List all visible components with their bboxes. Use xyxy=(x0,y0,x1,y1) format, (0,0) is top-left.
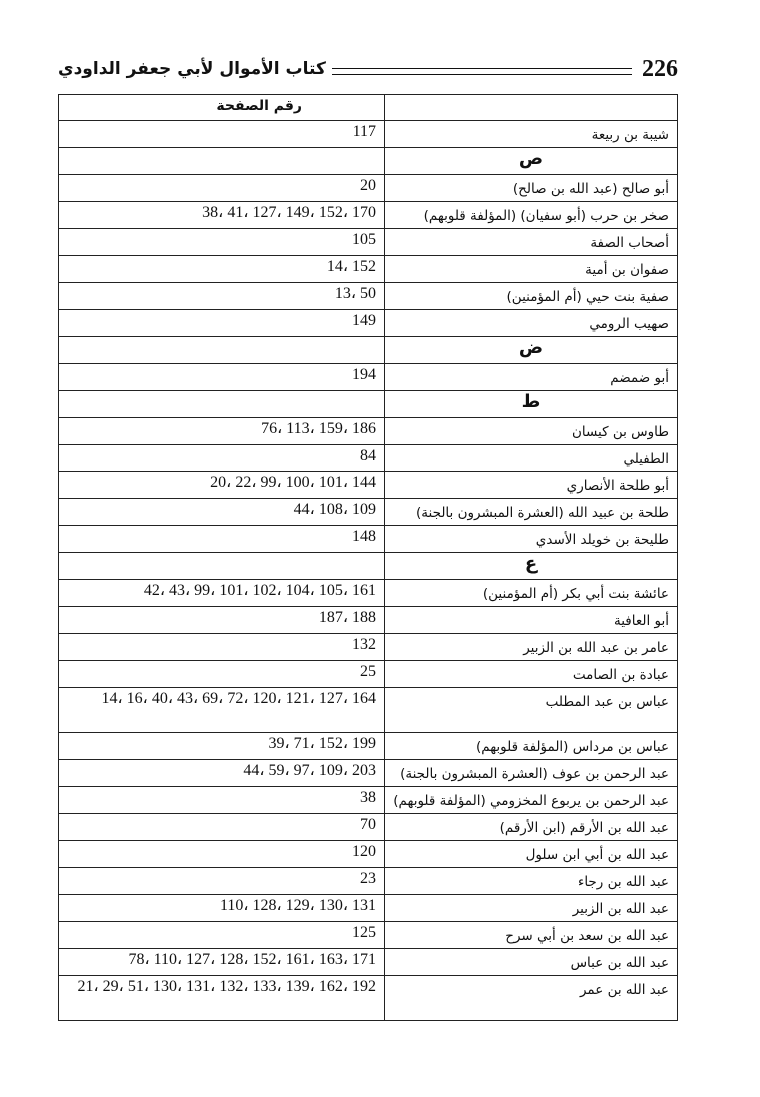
entry-name xyxy=(385,607,678,634)
entry-name xyxy=(385,175,678,202)
index-entry-row xyxy=(59,418,678,445)
letter-heading: ط xyxy=(385,391,678,418)
entry-pages: 78، 110، 127، 128، 152، 161، 163، 171 xyxy=(59,949,385,976)
entry-pages: 132 xyxy=(59,634,385,661)
letter-row xyxy=(59,148,678,175)
entry-name xyxy=(385,445,678,472)
entry-name-text: عبد الرحمن بن يربوع المخزومي (المؤلفة قلوبهم) xyxy=(393,793,669,809)
empty-page-cell xyxy=(59,148,385,175)
entry-name-text: طليحة بن خويلد الأسدي xyxy=(535,532,669,548)
entry-name xyxy=(385,499,678,526)
header-rule xyxy=(332,68,632,75)
entry-name xyxy=(385,526,678,553)
entry-pages: 14، 152 xyxy=(59,256,385,283)
entry-name-text: شيبة بن ربيعة xyxy=(591,127,669,143)
index-entry-row xyxy=(59,310,678,337)
page-header xyxy=(58,52,678,86)
entry-name-text: عبد الله بن الزبير xyxy=(572,901,669,917)
entry-name-text: عبد الله بن سعد بن أبي سرح xyxy=(505,928,669,944)
entry-name-text: طلحة بن عبيد الله (العشرة المبشرون بالجنة) xyxy=(416,505,669,521)
index-entry-row xyxy=(59,607,678,634)
letter-heading: ص xyxy=(385,148,678,175)
entry-pages: 194 xyxy=(59,364,385,391)
empty-page-cell xyxy=(59,553,385,580)
empty-page-cell xyxy=(59,337,385,364)
entry-name-text: عبد الله بن رجاء xyxy=(577,874,669,890)
entry-name-text: طاوس بن كيسان xyxy=(571,424,669,440)
entry-pages: 44، 59، 97، 109، 203 xyxy=(59,760,385,787)
entry-name xyxy=(385,121,678,148)
entry-name-text: عبد الله بن الأرقم (ابن الأرقم) xyxy=(499,820,669,836)
entry-pages: 187، 188 xyxy=(59,607,385,634)
entry-name-text: عبد الرحمن بن عوف (العشرة المبشرون بالجنة) xyxy=(400,766,669,782)
letter-heading: ع xyxy=(385,553,678,580)
entry-name xyxy=(385,814,678,841)
index-entry-row xyxy=(59,787,678,814)
index-entry-row xyxy=(59,760,678,787)
index-entry-row xyxy=(59,283,678,310)
entry-name xyxy=(385,418,678,445)
index-entry-row xyxy=(59,229,678,256)
entry-pages: 20، 22، 99، 100، 101، 144 xyxy=(59,472,385,499)
index-entry-row xyxy=(59,841,678,868)
entry-name xyxy=(385,976,678,1021)
entry-pages: 110، 128، 129، 130، 131 xyxy=(59,895,385,922)
index-entry-row xyxy=(59,499,678,526)
entry-pages: 38 xyxy=(59,787,385,814)
entry-pages: 42، 43، 99، 101، 102، 104، 105، 161 xyxy=(59,580,385,607)
index-entry-row xyxy=(59,445,678,472)
empty-page-cell xyxy=(59,391,385,418)
entry-name xyxy=(385,895,678,922)
entry-name-text: عبد الله بن أبي ابن سلول xyxy=(525,847,669,863)
index-entry-row xyxy=(59,868,678,895)
index-table xyxy=(58,94,678,1021)
entry-name xyxy=(385,256,678,283)
entry-name-text: صفية بنت حيي (أم المؤمنين) xyxy=(506,289,669,305)
entry-pages: 20 xyxy=(59,175,385,202)
entry-name xyxy=(385,760,678,787)
entry-name-text: الطفيلي xyxy=(623,451,669,467)
entry-name-text: عائشة بنت أبي بكر (أم المؤمنين) xyxy=(482,586,669,602)
entry-name xyxy=(385,634,678,661)
entry-name xyxy=(385,733,678,760)
index-entry-row xyxy=(59,526,678,553)
entry-pages: 125 xyxy=(59,922,385,949)
index-entry-row xyxy=(59,949,678,976)
entry-pages: 70 xyxy=(59,814,385,841)
entry-name xyxy=(385,688,678,733)
index-entry-row xyxy=(59,634,678,661)
index-entry-row xyxy=(59,922,678,949)
entry-name-text: عبادة بن الصامت xyxy=(572,667,669,683)
entry-name xyxy=(385,283,678,310)
entry-name-text: أصحاب الصفة xyxy=(590,235,669,251)
index-entry-row xyxy=(59,364,678,391)
letter-row xyxy=(59,391,678,418)
entry-name-text: عباس بن عبد المطلب xyxy=(545,694,669,710)
index-entry-row xyxy=(59,472,678,499)
letter-row xyxy=(59,553,678,580)
entry-pages: 148 xyxy=(59,526,385,553)
index-entry-row xyxy=(59,688,678,733)
page-number: 226 xyxy=(642,55,678,82)
entry-name-text: أبو طلحة الأنصاري xyxy=(566,478,669,494)
entry-pages: 149 xyxy=(59,310,385,337)
entry-pages: 25 xyxy=(59,661,385,688)
index-entry-row xyxy=(59,202,678,229)
entry-pages: 117 xyxy=(59,121,385,148)
index-entry-row xyxy=(59,976,678,1021)
book-title: كتاب الأموال لأبي جعفر الداودي xyxy=(58,59,326,79)
entry-pages: 39، 71، 152، 199 xyxy=(59,733,385,760)
index-entry-row xyxy=(59,895,678,922)
entry-pages: 14، 16، 40، 43، 69، 72، 120، 121، 127، 164 xyxy=(59,688,385,733)
entry-pages: 76، 113، 159، 186 xyxy=(59,418,385,445)
entry-pages: 84 xyxy=(59,445,385,472)
entry-pages: 21، 29، 51، 130، 131، 132، 133، 139، 162، 192 xyxy=(59,976,385,1021)
letter-heading: ض xyxy=(385,337,678,364)
entry-pages: 105 xyxy=(59,229,385,256)
entry-name xyxy=(385,868,678,895)
entry-name-text: صخر بن حرب (أبو سفيان) (المؤلفة قلوبهم) xyxy=(423,208,669,224)
header-name-cell xyxy=(385,95,678,121)
entry-name xyxy=(385,949,678,976)
entry-name xyxy=(385,661,678,688)
entry-pages: 13، 50 xyxy=(59,283,385,310)
letter-row xyxy=(59,337,678,364)
entry-name-text: صفوان بن أمية xyxy=(585,262,669,278)
entry-pages: 23 xyxy=(59,868,385,895)
index-entry-row xyxy=(59,814,678,841)
index-entry-row xyxy=(59,256,678,283)
page-column-header: رقم الصفحة xyxy=(59,95,385,121)
entry-name xyxy=(385,580,678,607)
entry-name-text: عامر بن عبد الله بن الزبير xyxy=(523,640,669,656)
entry-name-text: أبو العافية xyxy=(613,613,669,629)
entry-pages: 120 xyxy=(59,841,385,868)
entry-name-text: أبو صالح (عبد الله بن صالح) xyxy=(512,181,669,197)
index-entry-row xyxy=(59,580,678,607)
entry-pages: 44، 108، 109 xyxy=(59,499,385,526)
entry-name xyxy=(385,841,678,868)
index-entry-row xyxy=(59,175,678,202)
index-entry-row xyxy=(59,733,678,760)
entry-name xyxy=(385,364,678,391)
entry-name xyxy=(385,310,678,337)
entry-name xyxy=(385,229,678,256)
entry-name xyxy=(385,472,678,499)
entry-name xyxy=(385,922,678,949)
entry-pages: 38، 41، 127، 149، 152، 170 xyxy=(59,202,385,229)
entry-name-text: صهيب الرومي xyxy=(589,316,669,332)
entry-name-text: عبد الله بن عمر xyxy=(579,982,669,998)
entry-name xyxy=(385,787,678,814)
entry-name-text: أبو ضمضم xyxy=(610,370,669,386)
entry-name-text: عباس بن مرداس (المؤلفة قلوبهم) xyxy=(475,739,669,755)
index-entry-row xyxy=(59,121,678,148)
entry-name-text: عبد الله بن عباس xyxy=(570,955,669,971)
entry-name xyxy=(385,202,678,229)
index-entry-row xyxy=(59,661,678,688)
table-header-row xyxy=(59,95,678,121)
